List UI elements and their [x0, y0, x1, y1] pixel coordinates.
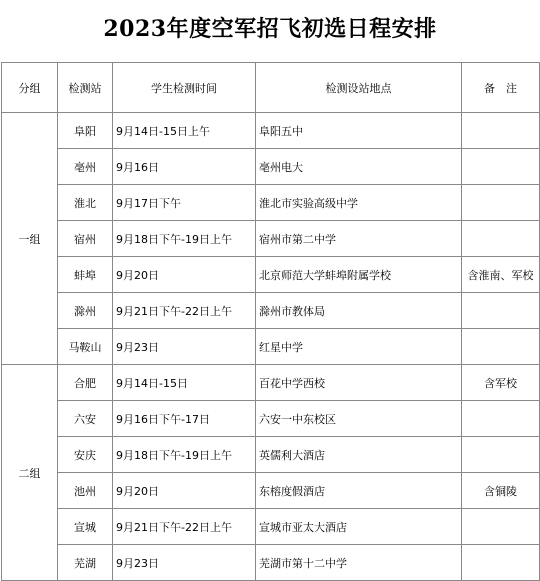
note-cell: 含军校: [462, 365, 540, 401]
station-cell: 宣城: [58, 509, 113, 545]
table-row: [2, 437, 540, 473]
table-row: [2, 365, 540, 401]
table-row: [2, 293, 540, 329]
note-cell: 含铜陵: [462, 473, 540, 509]
note-cell: [462, 185, 540, 221]
station-cell: 蚌埠: [58, 257, 113, 293]
time-cell: 9月21日下午-22日上午: [113, 293, 256, 329]
station-cell: 芜湖: [58, 545, 113, 581]
site-cell: 亳州电大: [256, 149, 462, 185]
schedule-table: [1, 62, 540, 581]
time-cell: 9月14日-15日: [113, 365, 256, 401]
note-cell: [462, 113, 540, 149]
site-cell: 滁州市教体局: [256, 293, 462, 329]
header-note: 备 注: [462, 63, 540, 113]
header-station: 检测站: [58, 63, 113, 113]
station-cell: 池州: [58, 473, 113, 509]
note-cell: [462, 545, 540, 581]
station-cell: 宿州: [58, 221, 113, 257]
time-cell: 9月20日: [113, 473, 256, 509]
note-cell: 含淮南、军校: [462, 257, 540, 293]
site-cell: 宿州市第二中学: [256, 221, 462, 257]
note-cell: [462, 437, 540, 473]
site-cell: 宣城市亚太大酒店: [256, 509, 462, 545]
time-cell: 9月18日下午-19日上午: [113, 437, 256, 473]
time-cell: 9月14日-15日上午: [113, 113, 256, 149]
header-time: 学生检测时间: [113, 63, 256, 113]
site-cell: 北京师范大学蚌埠附属学校: [256, 257, 462, 293]
station-cell: 淮北: [58, 185, 113, 221]
time-cell: 9月23日: [113, 329, 256, 365]
site-cell: 六安一中东校区: [256, 401, 462, 437]
header-group: 分组: [2, 63, 58, 113]
header-row: [2, 63, 540, 113]
note-cell: [462, 329, 540, 365]
table-row: [2, 221, 540, 257]
table-row: [2, 509, 540, 545]
station-cell: 合肥: [58, 365, 113, 401]
group-cell: 二组: [2, 365, 58, 581]
note-cell: [462, 401, 540, 437]
time-cell: 9月16日: [113, 149, 256, 185]
time-cell: 9月23日: [113, 545, 256, 581]
time-cell: 9月16日下午-17日: [113, 401, 256, 437]
time-cell: 9月21日下午-22日上午: [113, 509, 256, 545]
station-cell: 亳州: [58, 149, 113, 185]
station-cell: 马鞍山: [58, 329, 113, 365]
header-site: 检测设站地点: [256, 63, 462, 113]
table-row: [2, 113, 540, 149]
time-cell: 9月20日: [113, 257, 256, 293]
table-row: [2, 257, 540, 293]
site-cell: 百花中学西校: [256, 365, 462, 401]
time-cell: 9月17日下午: [113, 185, 256, 221]
site-cell: 芜湖市第十二中学: [256, 545, 462, 581]
page-title: 2023年度空军招飞初选日程安排: [103, 16, 437, 42]
site-cell: 阜阳五中: [256, 113, 462, 149]
station-cell: 安庆: [58, 437, 113, 473]
site-cell: 淮北市实验高级中学: [256, 185, 462, 221]
table-row: [2, 473, 540, 509]
station-cell: 阜阳: [58, 113, 113, 149]
note-cell: [462, 293, 540, 329]
station-cell: 滁州: [58, 293, 113, 329]
note-cell: [462, 221, 540, 257]
table-row: [2, 545, 540, 581]
note-cell: [462, 509, 540, 545]
station-cell: 六安: [58, 401, 113, 437]
table-row: [2, 149, 540, 185]
site-cell: 红星中学: [256, 329, 462, 365]
table-row: [2, 401, 540, 437]
site-cell: 英儒利大酒店: [256, 437, 462, 473]
time-cell: 9月18日下午-19日上午: [113, 221, 256, 257]
site-cell: 东榕度假酒店: [256, 473, 462, 509]
table-row: [2, 185, 540, 221]
table-row: [2, 329, 540, 365]
group-cell: 一组: [2, 113, 58, 365]
note-cell: [462, 149, 540, 185]
